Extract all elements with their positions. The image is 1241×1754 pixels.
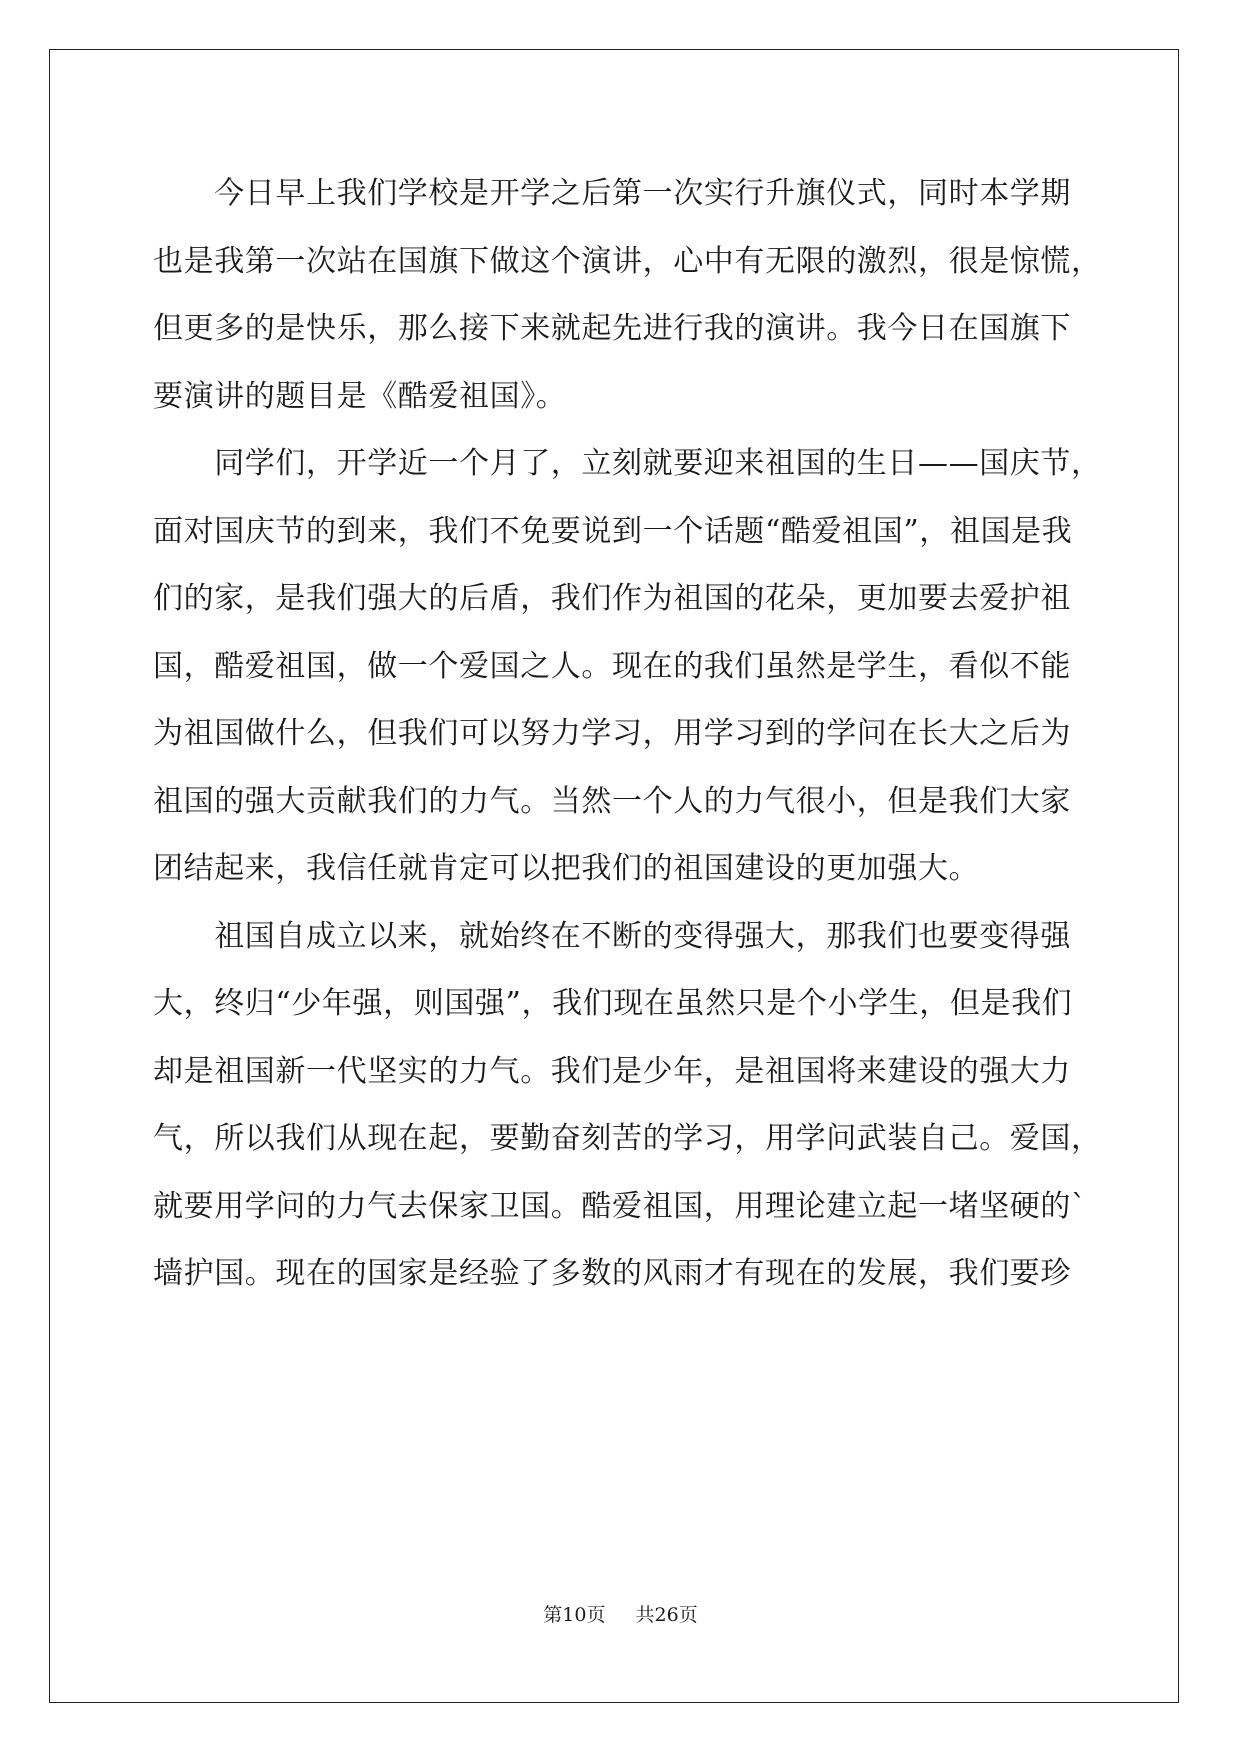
document-body bbox=[153, 160, 1102, 1308]
text-line: 为祖国做什么，但我们可以努力学习，用学习到的学问在长大之后为 bbox=[153, 716, 1071, 751]
text-line: 今日早上我们学校是开学之后第一次实行升旗仪式，同时本学期 bbox=[153, 176, 1071, 211]
text-line: 祖国自成立以来，就始终在不断的变得强大，那我们也要变得强 bbox=[153, 918, 1071, 954]
text-line: 同学们，开学近一个月了，立刻就要迎来祖国的生日——国庆节， bbox=[153, 446, 1102, 481]
text-line: 却是祖国新一代坚实的力气。我们是少年，是祖国将来建设的强大力 bbox=[153, 1053, 1071, 1089]
text-line: 要演讲的题目是《酷爱祖国》。 bbox=[153, 378, 567, 414]
text-line: 但更多的是快乐，那么接下来就起先进行我的演讲。我今日在国旗下 bbox=[153, 311, 1071, 346]
page-number: 第10页 bbox=[543, 1604, 606, 1626]
page-footer bbox=[0, 1600, 1241, 1627]
text-line: 气，所以我们从现在起，要勤奋刻苦的学习，用学问武装自己。爱国， bbox=[153, 1121, 1102, 1156]
text-line: 国，酷爱祖国，做一个爱国之人。现在的我们虽然是学生，看似不能 bbox=[153, 648, 1071, 684]
text-line: 大，终归“少年强，则国强”，我们现在虽然只是个小学生，但是我们 bbox=[153, 986, 1073, 1021]
text-line: 就要用学问的力气去保家卫国。酷爱祖国，用理论建立起一堵坚硬的` bbox=[153, 1188, 1087, 1224]
text-line: 团结起来，我信任就肯定可以把我们的祖国建设的更加强大。 bbox=[153, 851, 980, 886]
text-line: 也是我第一次站在国旗下做这个演讲，心中有无限的激烈，很是惊慌， bbox=[153, 243, 1102, 279]
text-line: 墙护国。现在的国家是经验了多数的风雨才有现在的发展，我们要珍 bbox=[153, 1256, 1071, 1291]
text-line: 们的家，是我们强大的后盾，我们作为祖国的花朵，更加要去爱护祖 bbox=[153, 581, 1071, 616]
page-total: 共26页 bbox=[635, 1604, 698, 1626]
text-line: 面对国庆节的到来，我们不免要说到一个话题“酷爱祖国”，祖国是我 bbox=[153, 513, 1073, 549]
text-line: 祖国的强大贡献我们的力气。当然一个人的力气很小，但是我们大家 bbox=[153, 783, 1071, 819]
